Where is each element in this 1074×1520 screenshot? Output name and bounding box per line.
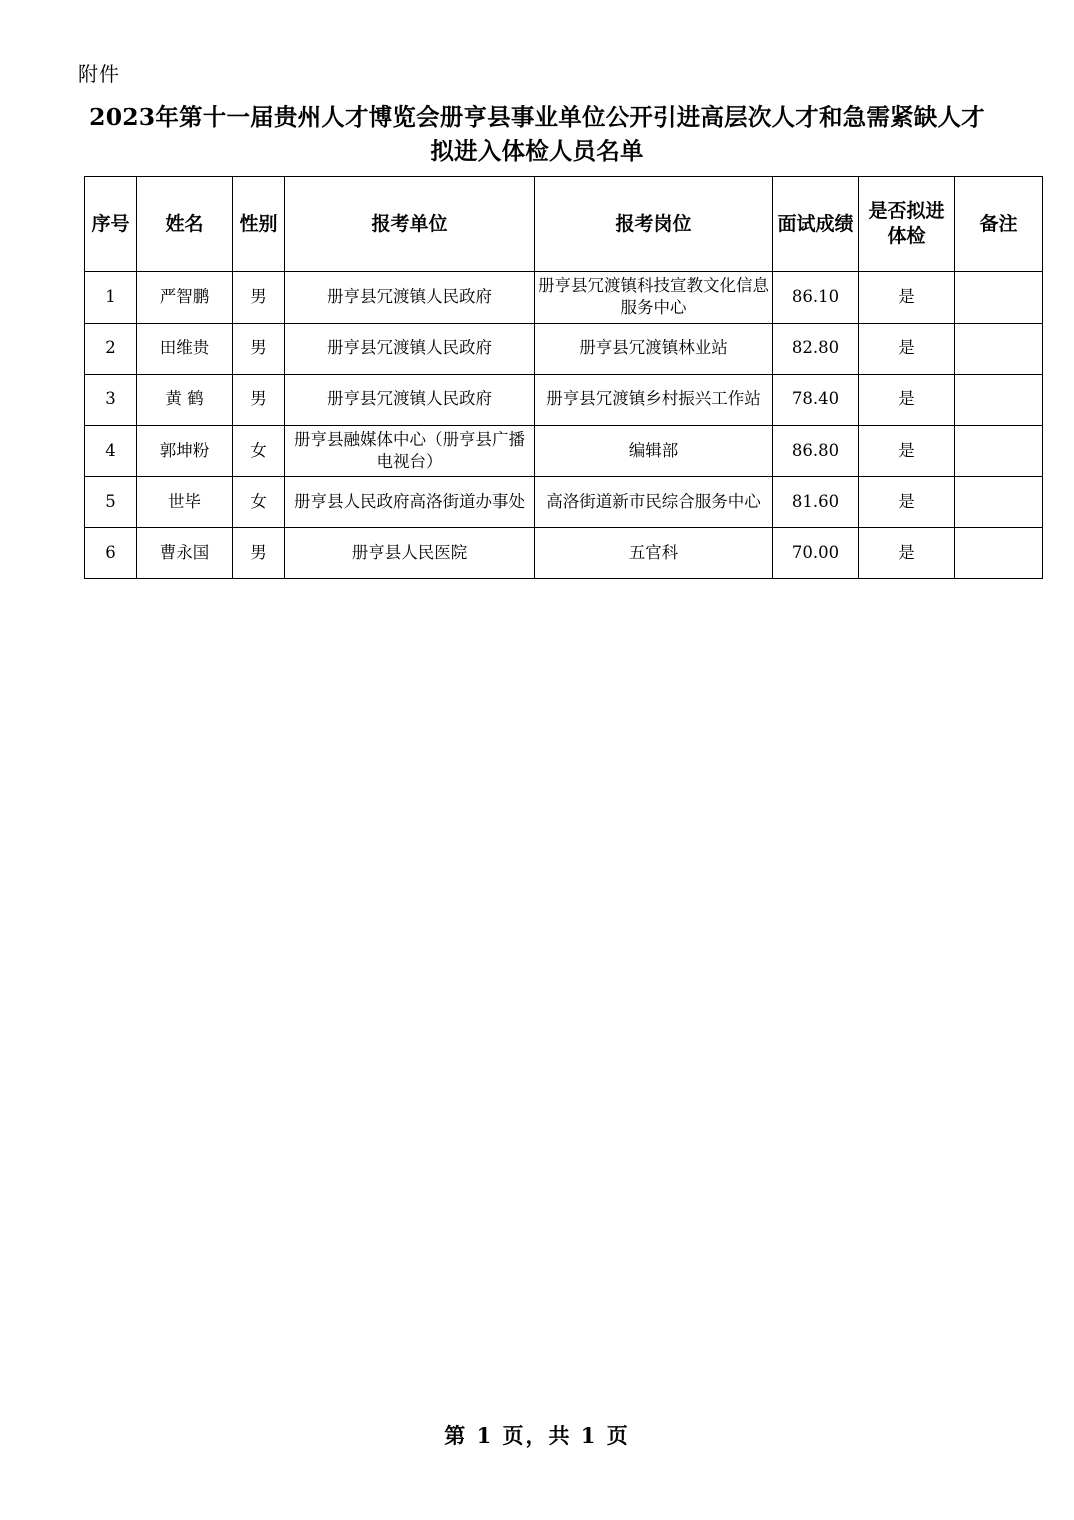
cell-remark — [955, 425, 1043, 477]
cell-name: 郭坤粉 — [137, 425, 233, 477]
column-header-gender: 性别 — [233, 177, 285, 272]
candidate-table — [84, 176, 1043, 579]
page-title: 2023年第十一届贵州人才博览会册亨县事业单位公开引进高层次人才和急需紧缺人才拟进入体检人员名单 — [89, 103, 985, 166]
cell-gender: 男 — [233, 374, 285, 425]
cell-unit: 册亨县冗渡镇人民政府 — [285, 272, 535, 324]
cell-exam: 是 — [859, 477, 955, 528]
cell-score: 81.60 — [773, 477, 859, 528]
table-header-row — [85, 177, 1043, 272]
cell-exam: 是 — [859, 272, 955, 324]
cell-name: 田维贵 — [137, 323, 233, 374]
cell-unit: 册亨县融媒体中心（册亨县广播电视台） — [285, 425, 535, 477]
column-header-seq: 序号 — [85, 177, 137, 272]
cell-gender: 女 — [233, 477, 285, 528]
table-row — [85, 425, 1043, 477]
cell-remark — [955, 528, 1043, 579]
cell-score: 70.00 — [773, 528, 859, 579]
cell-name: 世毕 — [137, 477, 233, 528]
cell-gender: 男 — [233, 272, 285, 324]
cell-gender: 女 — [233, 425, 285, 477]
cell-post: 高洛街道新市民综合服务中心 — [535, 477, 773, 528]
cell-seq: 6 — [85, 528, 137, 579]
table-row — [85, 477, 1043, 528]
column-header-score: 面试成绩 — [773, 177, 859, 272]
cell-remark — [955, 477, 1043, 528]
table-row — [85, 374, 1043, 425]
cell-remark — [955, 374, 1043, 425]
cell-seq: 1 — [85, 272, 137, 324]
cell-gender: 男 — [233, 323, 285, 374]
cell-seq: 5 — [85, 477, 137, 528]
cell-post: 编辑部 — [535, 425, 773, 477]
column-header-exam: 是否拟进体检 — [859, 177, 955, 272]
cell-score: 78.40 — [773, 374, 859, 425]
attachment-label: 附件 — [78, 62, 120, 86]
cell-name: 黄 鹤 — [137, 374, 233, 425]
cell-exam: 是 — [859, 374, 955, 425]
table-row — [85, 272, 1043, 324]
cell-seq: 3 — [85, 374, 137, 425]
cell-score: 86.10 — [773, 272, 859, 324]
cell-name: 曹永国 — [137, 528, 233, 579]
cell-gender: 男 — [233, 528, 285, 579]
cell-post: 册亨县冗渡镇科技宣教文化信息服务中心 — [535, 272, 773, 324]
cell-unit: 册亨县冗渡镇人民政府 — [285, 374, 535, 425]
cell-unit: 册亨县冗渡镇人民政府 — [285, 323, 535, 374]
cell-post: 册亨县冗渡镇乡村振兴工作站 — [535, 374, 773, 425]
cell-unit: 册亨县人民政府高洛街道办事处 — [285, 477, 535, 528]
column-header-unit: 报考单位 — [285, 177, 535, 272]
cell-remark — [955, 272, 1043, 324]
cell-name: 严智鹏 — [137, 272, 233, 324]
cell-score: 86.80 — [773, 425, 859, 477]
cell-seq: 2 — [85, 323, 137, 374]
column-header-remark: 备注 — [955, 177, 1043, 272]
cell-remark — [955, 323, 1043, 374]
column-header-name: 姓名 — [137, 177, 233, 272]
table-row — [85, 323, 1043, 374]
cell-exam: 是 — [859, 528, 955, 579]
cell-exam: 是 — [859, 425, 955, 477]
cell-post: 五官科 — [535, 528, 773, 579]
column-header-post: 报考岗位 — [535, 177, 773, 272]
page-footer: 第 1 页，共 1 页 — [444, 1423, 630, 1448]
cell-exam: 是 — [859, 323, 955, 374]
cell-unit: 册亨县人民医院 — [285, 528, 535, 579]
cell-seq: 4 — [85, 425, 137, 477]
table-row — [85, 528, 1043, 579]
cell-score: 82.80 — [773, 323, 859, 374]
cell-post: 册亨县冗渡镇林业站 — [535, 323, 773, 374]
